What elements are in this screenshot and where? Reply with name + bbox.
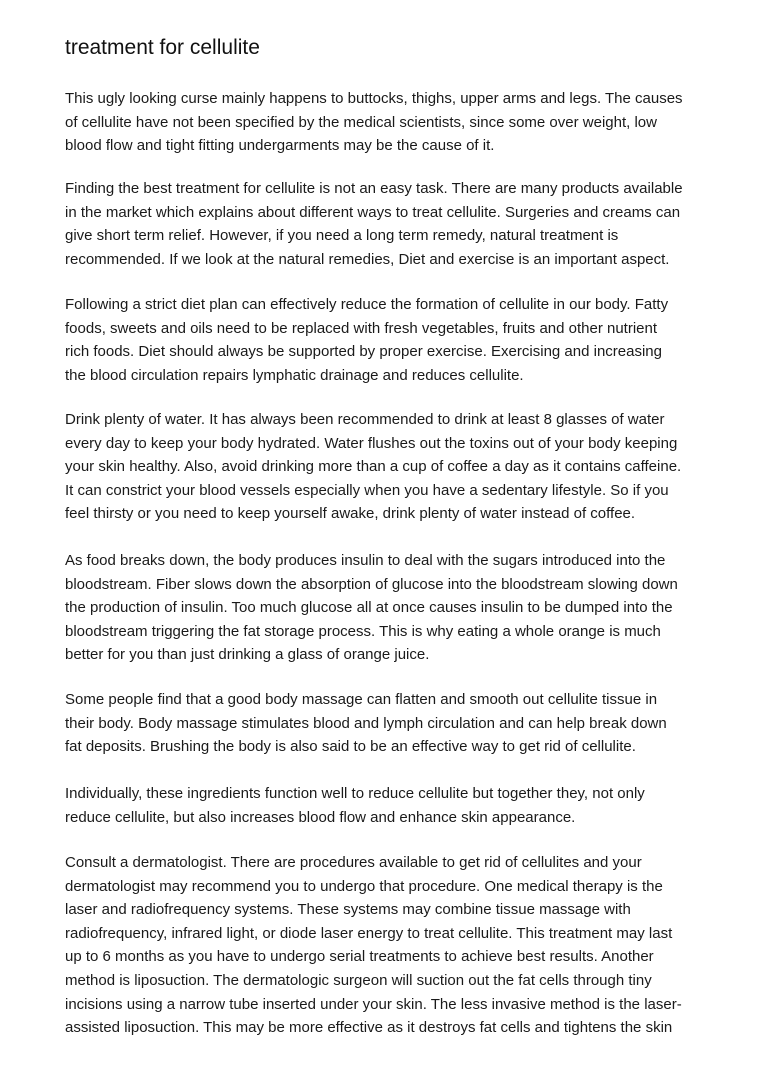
paragraph-6 bbox=[65, 688, 667, 759]
text-line: blood flow and tight fitting undergarments may be the cause of it. bbox=[65, 137, 495, 155]
text-line: reduce cellulite, but also increases blood flow and enhance skin appearance. bbox=[65, 808, 576, 826]
text-line: better for you than just drinking a glass of orange juice. bbox=[65, 646, 430, 664]
text-line: bloodstream. Fiber slows down the absorption of glucose into the bloodstream slowing down bbox=[65, 575, 678, 593]
text-line: Finding the best treatment for cellulite is not an easy task. There are many products available bbox=[65, 180, 683, 197]
text-line: This ugly looking curse mainly happens to buttocks, thighs, upper arms and legs. The causes bbox=[65, 90, 683, 107]
text-line: As food breaks down, the body produces insulin to deal with the sugars introduced into the bbox=[65, 552, 666, 569]
paragraph-8 bbox=[65, 851, 682, 1040]
text-line: recommended. If we look at the natural remedies, Diet and exercise is an important aspect. bbox=[65, 250, 670, 268]
text-line: laser and radiofrequency systems. These systems may combine tissue massage with bbox=[65, 901, 631, 919]
page-title: treatment for cellulite bbox=[65, 36, 260, 59]
text-line: dermatologist may recommend you to undergo that procedure. One medical therapy is the bbox=[65, 877, 663, 895]
text-line: method is liposuction. The dermatologic surgeon will suction out the fat cells through tiny bbox=[65, 971, 652, 989]
paragraph-7 bbox=[65, 782, 645, 829]
paragraph-5 bbox=[65, 549, 678, 667]
paragraph-3 bbox=[65, 293, 668, 387]
text-line: every day to keep your body hydrated. Water flushes out the toxins out of your body keeping bbox=[65, 434, 678, 452]
paragraph-2 bbox=[65, 177, 683, 271]
text-line: Following a strict diet plan can effectively reduce the formation of cellulite in our body. Fatty bbox=[65, 296, 669, 313]
text-line: Individually, these ingredients function well to reduce cellulite but together they, not only bbox=[65, 785, 645, 802]
text-line: fat deposits. Brushing the body is also said to be an effective way to get rid of cellulite. bbox=[65, 738, 636, 756]
text-line: their body. Body massage stimulates blood and lymph circulation and can help break down bbox=[65, 714, 667, 732]
text-line: bloodstream triggering the fat storage process. This is why eating a whole orange is much bbox=[65, 622, 661, 640]
text-line: the blood circulation repairs lymphatic drainage and reduces cellulite. bbox=[65, 366, 524, 384]
text-line: rich foods. Diet should always be supported by proper exercise. Exercising and increasing bbox=[65, 343, 662, 361]
text-line: foods, sweets and oils need to be replaced with fresh vegetables, fruits and other nutrient bbox=[65, 319, 658, 337]
text-line: Consult a dermatologist. There are procedures available to get rid of cellulites and your bbox=[65, 854, 642, 871]
text-line: up to 6 months as you have to undergo serial treatments to achieve best results. Another bbox=[65, 948, 654, 966]
text-line: the production of insulin. Too much glucose all at once causes insulin to be dumped into the bbox=[65, 599, 673, 617]
text-line: feel thirsty or you need to keep yourself awake, drink plenty of water instead of coffee. bbox=[65, 505, 636, 523]
text-line: assisted liposuction. This may be more effective as it destroys fat cells and tightens the skin bbox=[65, 1019, 673, 1037]
text-line: It can constrict your blood vessels especially when you have a sedentary lifestyle. So if you bbox=[65, 481, 669, 499]
text-line: of cellulite have not been specified by the medical scientists, since some over weight, low bbox=[65, 113, 657, 131]
text-line: your skin healthy. Also, avoid drinking more than a cup of coffee a day as it contains caffeine. bbox=[65, 458, 682, 476]
paragraph-4 bbox=[65, 408, 681, 526]
text-line: Drink plenty of water. It has always been recommended to drink at least 8 glasses of water bbox=[65, 411, 665, 428]
paragraph-1 bbox=[65, 87, 683, 158]
text-line: radiofrequency, infrared light, or diode laser energy to treat cellulite. This treatment may last bbox=[65, 924, 673, 942]
text-line: incisions using a narrow tube inserted under your skin. The less invasive method is the laser- bbox=[65, 995, 682, 1013]
text-line: Some people find that a good body massage can flatten and smooth out cellulite tissue in bbox=[65, 691, 658, 708]
text-line: give short term relief. However, if you need a long term remedy, natural treatment is bbox=[65, 227, 619, 245]
text-line: in the market which explains about different ways to treat cellulite. Surgeries and creams can bbox=[65, 203, 681, 221]
